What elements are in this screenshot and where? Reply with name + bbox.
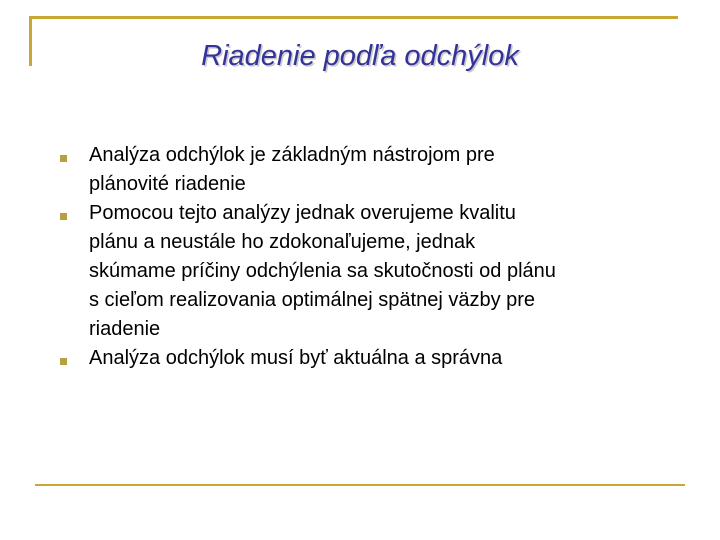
bullet-line: Analýza odchýlok musí byť aktuálna a správna <box>89 347 503 369</box>
slide-title: Riadenie podľa odchýlok <box>201 40 519 72</box>
bullet-line: riadenie <box>89 318 161 340</box>
bullet-line: plánu a neustále ho zdokonaľujeme, jednak <box>89 231 476 253</box>
bullet-item-analysis-purpose <box>60 199 690 344</box>
bullet-list <box>60 141 690 373</box>
frame-top-line <box>29 16 678 19</box>
bullet-line: s cieľom realizovania optimálnej spätnej väzby pre <box>89 289 536 311</box>
bullet-line: plánovité riadenie <box>89 173 246 195</box>
bullet-line: Pomocou tejto analýzy jednak overujeme kvalitu <box>89 202 516 224</box>
square-bullet-icon <box>60 358 67 365</box>
bullet-line: Analýza odchýlok je základným nástrojom pre <box>89 144 495 166</box>
bullet-line: skúmame príčiny odchýlenia sa skutočnosti od plánu <box>89 260 556 282</box>
bullet-item-analysis-requirement <box>60 344 690 373</box>
square-bullet-icon <box>60 155 67 162</box>
bullet-item-analysis-tool <box>60 141 690 199</box>
square-bullet-icon <box>60 213 67 220</box>
frame-bottom-line <box>35 484 685 486</box>
